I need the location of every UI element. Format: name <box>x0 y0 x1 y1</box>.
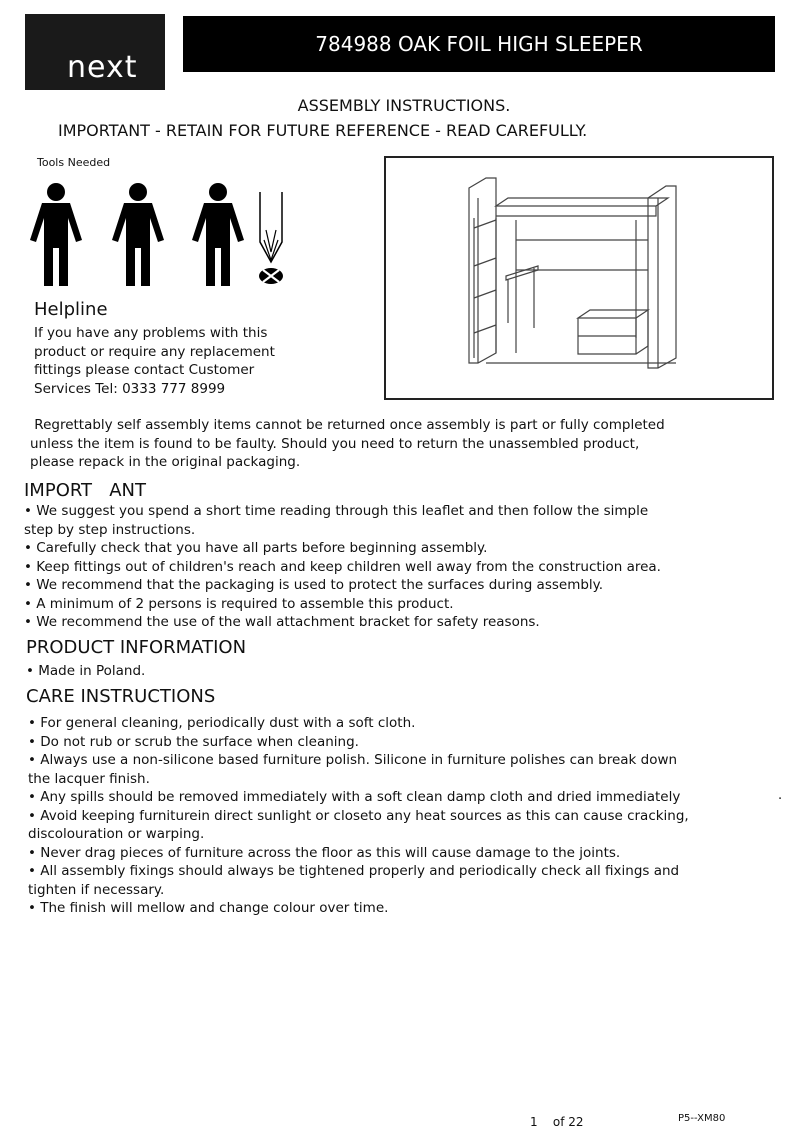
person-icon <box>28 182 84 288</box>
list-item: • The finish will mellow and change colour over time. <box>28 900 389 916</box>
list-item: • Carefully check that you have all parts before beginning assembly. <box>24 540 488 556</box>
product-illustration <box>384 156 774 400</box>
page-title: 784988 OAK FOIL HIGH SLEEPER <box>183 16 775 72</box>
important-bullets <box>24 502 684 632</box>
important-section-title: IMPORT ANT <box>24 480 146 501</box>
list-item: • Keep fittings out of children's reach and keep children well away from the construction area. <box>24 558 661 575</box>
document-code: P5--XM80 <box>678 1113 726 1124</box>
list-item: step by step instructions. <box>24 521 196 538</box>
list-item: • We recommend the use of the wall attachment bracket for safety reasons. <box>24 614 540 630</box>
list-item: • All assembly fixings should always be tightened properly and periodically check all fixings and <box>28 863 680 879</box>
person-icon <box>190 182 246 288</box>
person-icon <box>110 182 166 288</box>
important-heading: IMPORTANT - RETAIN FOR FUTURE REFERENCE - READ CAREFULLY. <box>58 121 588 140</box>
allen-key-icon <box>256 190 286 288</box>
helpline-line: product or require any replacement <box>34 343 275 360</box>
returns-notice <box>30 416 680 472</box>
helpline-line: If you have any problems with this <box>34 325 268 341</box>
list-item: • Do not rub or scrub the surface when cleaning. <box>28 733 359 750</box>
care-bullets <box>28 714 708 918</box>
helpline-line: Services Tel: 0333 777 8999 <box>34 380 226 397</box>
page-number: 1 of 22 <box>530 1115 584 1129</box>
brand-logo <box>25 14 165 90</box>
list-item: • For general cleaning, periodically dust with a soft cloth. <box>28 715 416 731</box>
notice-line: please repack in the original packaging. <box>30 454 301 470</box>
assembly-heading: ASSEMBLY INSTRUCTIONS. <box>297 96 511 115</box>
helpline-title: Helpline <box>34 299 108 320</box>
list-item: • We recommend that the packaging is used to protect the surfaces during assembly. <box>24 577 604 593</box>
notice-line: unless the item is found to be faulty. Should you need to return the unassembled product, <box>30 435 640 452</box>
high-sleeper-drawing <box>386 158 772 398</box>
list-item: the lacquer finish. <box>28 770 150 787</box>
product-info-bullets <box>26 662 145 681</box>
list-item: • We suggest you spend a short time reading through this leaflet and then follow the simple <box>24 503 649 519</box>
product-info-title: PRODUCT INFORMATION <box>26 637 247 658</box>
stray-mark: . <box>778 788 783 803</box>
list-item: • Any spills should be removed immediately with a soft clean damp cloth and dried immediately <box>28 789 681 805</box>
list-item: discolouration or warping. <box>28 826 205 842</box>
list-item: • Never drag pieces of furniture across the floor as this will cause damage to the joints. <box>28 844 621 861</box>
list-item: • A minimum of 2 persons is required to assemble this product. <box>24 595 454 612</box>
list-item: • Avoid keeping furniturein direct sunlight or closeto any heat sources as this can cause cracking, <box>28 807 689 824</box>
helpline-line: fittings please contact Customer <box>34 362 255 378</box>
list-item: • Made in Poland. <box>26 663 146 679</box>
care-instructions-title: CARE INSTRUCTIONS <box>26 686 216 707</box>
list-item: tighten if necessary. <box>28 881 165 898</box>
notice-line: Regrettably self assembly items cannot be returned once assembly is part or fully completed <box>30 417 665 433</box>
tools-needed-label: Tools Needed <box>37 156 111 169</box>
helpline-text <box>34 324 294 398</box>
logo-text: next <box>67 50 138 85</box>
list-item: • Always use a non-silicone based furniture polish. Silicone in furniture polishes can break down <box>28 752 678 768</box>
